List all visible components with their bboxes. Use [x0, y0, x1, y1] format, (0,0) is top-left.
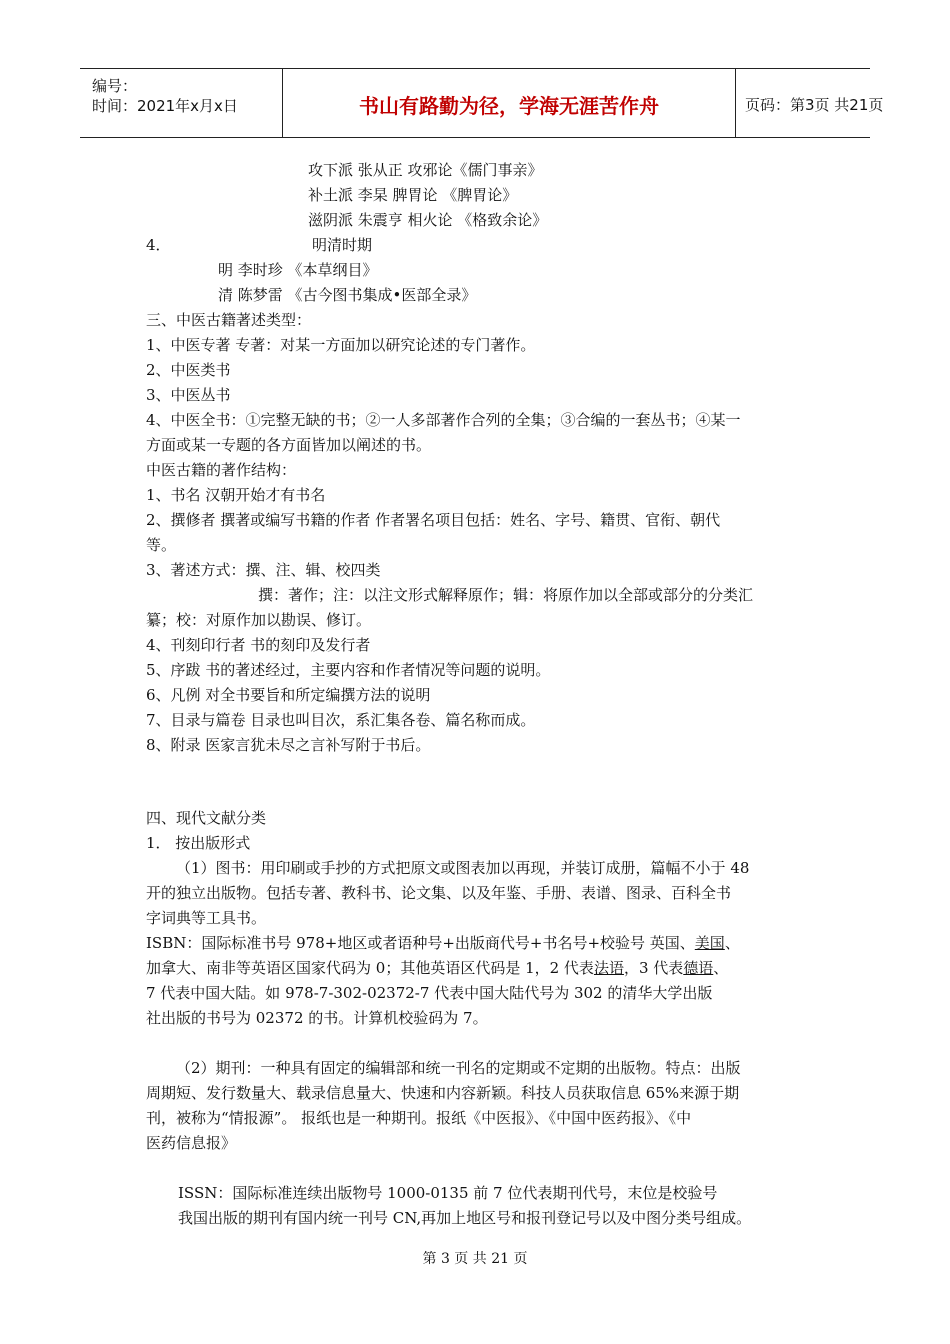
text-segment: 加拿大、南非等英语区国家代码为 0；其他英语区代码是 1，2 代表	[146, 959, 594, 977]
text-line: 方面或某一专题的各方面皆加以阐述的书。	[146, 436, 432, 454]
page-footer: 第 3 页 共 21 页	[422, 1251, 528, 1267]
text-line: 7 代表中国大陆。如 978-7-302-02372-7 代表中国大陆代号为 302 的清华大学出版	[146, 984, 713, 1002]
subsection-heading: 1． 按出版形式	[146, 834, 251, 852]
section-heading: 明清时期	[312, 236, 373, 254]
text-line: 攻下派 张从正 攻邪论《儒门事亲》	[308, 161, 543, 179]
text-line: 开的独立出版物。包括专著、教科书、论文集、以及年鉴、手册、表谱、图录、百科全书	[146, 884, 732, 902]
text-line: （2）期刊：一种具有固定的编辑部和统一刊名的定期或不定期的出版物。特点：出版	[176, 1059, 741, 1077]
text-line: ISSN：国际标准连续出版物号 1000-0135 前 7 位代表期刊代号，末位是校验号	[178, 1184, 718, 1202]
text-line: 2、中医类书	[146, 361, 231, 379]
text-segment: ，3 代表	[623, 959, 684, 977]
text-line: （1）图书：用印刷或手抄的方式把原文或图表加以再现，并装订成册，篇幅不小于 48	[176, 859, 750, 877]
motto-text: 书山有路勤为径，学海无涯苦作舟	[359, 94, 659, 118]
text-line: 8、附录 医家言犹未尽之言补写附于书后。	[146, 736, 431, 754]
text-line: 1、中医专著 专著：对某一方面加以研究论述的专门著作。	[146, 336, 536, 354]
hyperlink-text[interactable]: 美国	[694, 934, 725, 952]
text-line: 纂；校：对原作加以勘误、修订。	[146, 611, 372, 629]
text-line: 明 李时珍 《本草纲目》	[218, 261, 378, 279]
text-line	[146, 933, 740, 953]
text-line: 4、中医全书：①完整无缺的书；②一人多部著作合列的全集；③合编的一套丛书；④某一	[146, 411, 741, 429]
text-line: 4、刊刻印行者 书的刻印及发行者	[146, 636, 371, 654]
text-line: 7、目录与篇卷 目录也叫目次，系汇集各卷、篇名称而成。	[146, 711, 536, 729]
hyperlink-text[interactable]: 德语	[683, 959, 714, 977]
text-segment: ISBN：国际标准书号 978+地区或者语种号+出版商代号+书名号+校验号 英国、	[146, 934, 695, 952]
text-line: 1、书名 汉朝开始才有书名	[146, 486, 326, 504]
text-line: 社出版的书号为 02372 的书。计算机校验码为 7。	[146, 1009, 488, 1027]
text-line: 3、著述方式：撰、注、辑、校四类	[146, 561, 381, 579]
document-number-label: 编号：	[92, 77, 138, 95]
text-line: 3、中医丛书	[146, 386, 231, 404]
section-heading: 中医古籍的著作结构：	[146, 461, 297, 479]
list-number: 4．	[146, 236, 171, 254]
header-page-cell	[735, 69, 884, 137]
page-number-label: 页码：第3页 共21页	[745, 96, 884, 114]
text-line: 周期短、发行数量大、载录信息量大、快速和内容新颖。科技人员获取信息 65%来源于期	[146, 1084, 740, 1102]
hyperlink-text[interactable]: 法语	[593, 959, 624, 977]
section-heading: 四、现代文献分类	[146, 809, 267, 827]
text-line: 5、序跋 书的著述经过，主要内容和作者情况等问题的说明。	[146, 661, 551, 679]
text-line: 医药信息报》	[146, 1134, 237, 1152]
text-segment: 、	[724, 934, 740, 952]
section-heading: 三、中医古籍著述类型：	[146, 311, 312, 329]
header-motto-cell	[282, 69, 736, 137]
text-line	[146, 958, 728, 978]
text-line: 等。	[146, 536, 177, 554]
page-header	[80, 68, 884, 138]
text-segment: 、	[713, 959, 729, 977]
text-line: 清 陈梦雷 《古今图书集成•医部全录》	[218, 286, 477, 304]
header-info-cell	[80, 69, 282, 137]
text-line: 我国出版的期刊有国内统一刊号 CN,再加上地区号和报刊登记号以及中图分类号组成。	[178, 1209, 752, 1227]
text-line: 撰：著作；注：以注文形式解释原作；辑：将原作加以全部或部分的分类汇	[258, 586, 754, 604]
text-line: 字词典等工具书。	[146, 909, 267, 927]
text-line: 滋阴派 朱震亨 相火论 《格致余论》	[308, 211, 548, 229]
document-time-label: 时间：2021年x月x日	[92, 97, 238, 115]
text-line: 刊，被称为“情报源”。 报纸也是一种期刊。报纸《中医报》、《中国中医药报》、《中	[146, 1109, 692, 1127]
text-line: 6、凡例 对全书要旨和所定编撰方法的说明	[146, 686, 431, 704]
text-line: 补土派 李杲 脾胃论 《脾胃论》	[308, 186, 518, 204]
text-line: 2、撰修者 撰著或编写书籍的作者 作者署名项目包括：姓名、字号、籍贯、官衔、朝代	[146, 511, 721, 529]
